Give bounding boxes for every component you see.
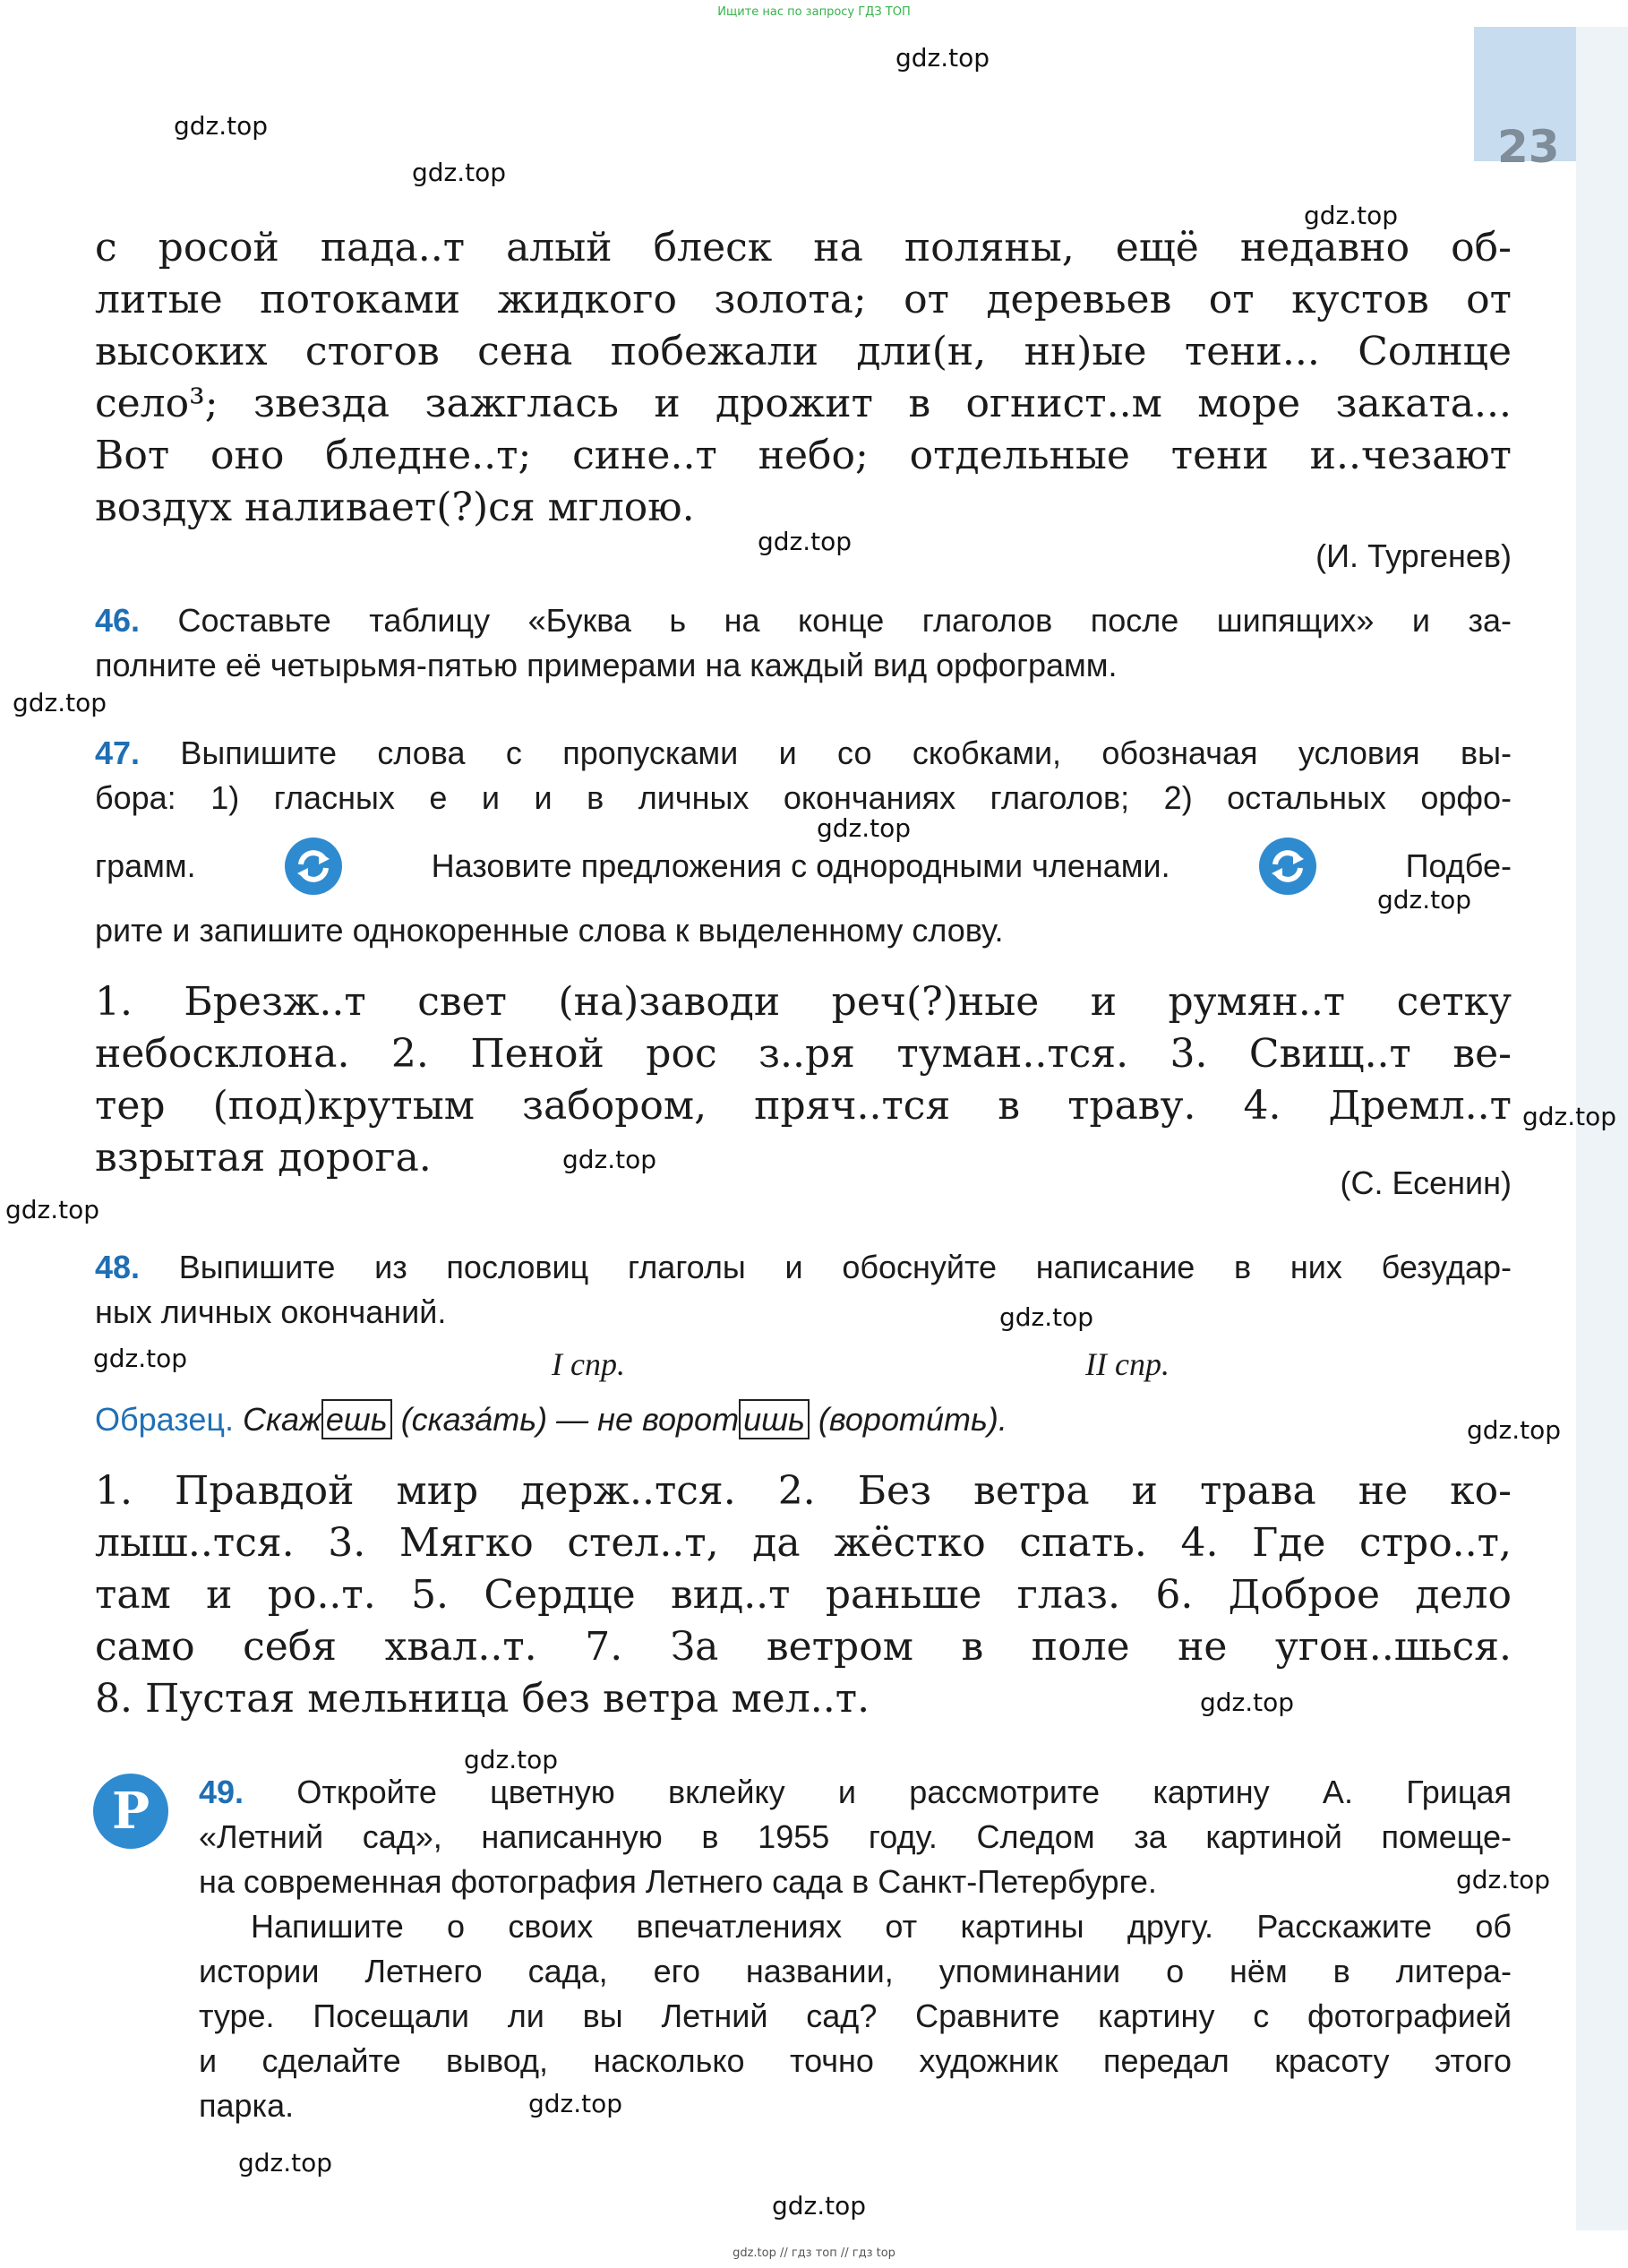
text-line: 1. Брезж..т свет (на)заводи реч(?)ные и румян..т сетку — [95, 979, 1512, 1025]
text-line: взрытая дорога. — [95, 1135, 432, 1181]
task-text: Выпишите из пословиц глаголы и обоснуйте написание в них безудар- — [178, 1249, 1512, 1285]
task-text: Назовите предложения с однородными членами. — [431, 847, 1170, 884]
watermark: gdz.top — [93, 1344, 188, 1373]
author-esenin: (С. Есенин) — [1340, 1164, 1512, 1201]
watermark: gdz.top — [412, 158, 507, 187]
task-text: парка. — [199, 2087, 295, 2124]
task-text: ных личных окончаний. — [95, 1293, 447, 1330]
exercise-46 — [95, 598, 1512, 688]
refresh-arrows-icon — [285, 838, 342, 895]
text-line: 1. Правдой мир держ..тся. 2. Без ветра и трава не ко- — [95, 1468, 1512, 1514]
watermark: gdz.top — [528, 2089, 623, 2118]
task-text: туре. Посещали ли вы Летний сад? Сравните картину с фотографией — [199, 1997, 1512, 2034]
sample-label: Образец. — [95, 1401, 235, 1438]
exercise-48 — [95, 1245, 1512, 1335]
watermark: gdz.top — [13, 688, 107, 717]
text-line: небосклона. 2. Пеной рос з..ря туман..тся. 3. Свищ..т ве- — [95, 1031, 1512, 1077]
author-turgenev: (И. Тургенев) — [1315, 537, 1512, 574]
task-text: истории Летнего сада, его названии, упоминании о нём в литера- — [199, 1953, 1512, 1989]
text-line: высоких стогов сена побежали дли(н, нн)ые тени... Солнце — [95, 329, 1512, 374]
watermark: gdz.top — [1522, 1102, 1617, 1131]
watermark: gdz.top — [817, 813, 912, 843]
text-line: лыш..тся. 3. Мягко стел..т, да жёстко спать. 4. Где стро..т, — [95, 1520, 1512, 1566]
text-line: тер (под)крутым забором, пряч..тся в траву. 4. Дремл..т — [95, 1083, 1512, 1129]
conjugation-label: I спр. — [552, 1346, 625, 1382]
watermark: gdz.top — [5, 1195, 100, 1224]
exercise-number: 47. — [95, 735, 141, 771]
task-text: грамм. — [95, 847, 196, 884]
exercise-49 — [199, 1770, 1512, 1904]
sample-text: Скаж — [243, 1401, 321, 1438]
sample-line — [95, 1397, 1512, 1442]
text-line: 8. Пустая мельница без ветра мел..т. — [95, 1676, 870, 1722]
task-text: рите и запишите однокоренные слова к выделенному слову. — [95, 912, 1004, 949]
refresh-arrows-icon — [1259, 838, 1316, 895]
text-line: воздух наливает(?)ся мглою. — [95, 485, 695, 530]
ending-box: ешь — [321, 1399, 392, 1439]
watermark: gdz.top — [758, 527, 853, 556]
text-line: там и ро..т. 5. Сердце вид..т раньше глаз. 6. Доброе дело — [95, 1572, 1512, 1618]
watermark: gdz.top — [772, 2191, 867, 2221]
sample-text: (вороти́ть). — [818, 1401, 1007, 1438]
task-text: и сделайте вывод, насколько точно художник передал красоту этого — [199, 2042, 1512, 2079]
task-text: бора: 1) гласных е и и в личных окончаниях глаголов; 2) остальных орфо- — [95, 779, 1512, 816]
exercise-47 — [95, 731, 1512, 820]
passage-turgenev — [95, 222, 1512, 534]
watermark: gdz.top — [464, 1745, 559, 1774]
watermark: gdz.top — [1456, 1865, 1551, 1894]
text-line: с росой пада..т алый блеск на поляны, ещё недавно об- — [95, 225, 1512, 271]
exercise-47-line3 — [95, 838, 1512, 895]
task-text: полните её четырьмя-пятью примерами на каждый вид орфограмм. — [95, 647, 1118, 683]
watermark: gdz.top — [895, 43, 990, 73]
exercise-number: 48. — [95, 1249, 141, 1285]
text-line: литые потоками жидкого золота; от деревьев от кустов от — [95, 277, 1512, 322]
text-line: Вот оно бледне..т; сине..т небо; отдельные тени и..чезают — [95, 433, 1512, 478]
exercise-48-text — [95, 1465, 1512, 1725]
page-number: 23 — [1497, 121, 1560, 173]
text-line: само себя хвал..т. 7. За ветром в поле не угон..шься. — [95, 1624, 1512, 1670]
speech-development-badge: Р — [93, 1774, 168, 1849]
watermark: gdz.top — [562, 1145, 657, 1174]
text-line: село³; звезда зажглась и дрожит в огнист..м море заката... — [95, 381, 1512, 426]
exercise-number: 46. — [95, 602, 141, 639]
watermark: gdz.top — [1304, 201, 1399, 230]
task-text: Подбе- — [1405, 847, 1512, 884]
exercise-number: 49. — [199, 1774, 244, 1810]
exercise-47-text — [95, 976, 1512, 1184]
task-text: Составьте таблицу «Буква ь на конце глаголов после шипящих» и за- — [177, 602, 1512, 639]
task-text: на современная фотография Летнего сада в Санкт-Петербурге. — [199, 1863, 1157, 1900]
ending-box: ишь — [739, 1399, 810, 1439]
task-text: Откройте цветную вклейку и рассмотрите картину А. Грицая — [296, 1774, 1512, 1810]
exercise-49-paragraph — [199, 1904, 1512, 2128]
bottom-note: gdz.top // гдз топ // гдз top — [733, 2247, 895, 2260]
task-text: «Летний сад», написанную в 1955 году. Следом за картиной помеще- — [199, 1818, 1512, 1855]
task-text: Выпишите слова с пропусками и со скобками, обозначая условия вы- — [180, 735, 1512, 771]
conjugation-label: II спр. — [1085, 1346, 1170, 1382]
watermark: gdz.top — [238, 2148, 333, 2178]
watermark: gdz.top — [174, 111, 269, 141]
watermark: gdz.top — [1377, 885, 1472, 915]
watermark: gdz.top — [999, 1302, 1094, 1332]
watermark: gdz.top — [1467, 1415, 1562, 1445]
top-note: Ищите нас по запросу ГДЗ ТОП — [717, 5, 911, 19]
sample-text: (сказа́ть) — не ворот — [400, 1401, 740, 1438]
watermark: gdz.top — [1200, 1688, 1295, 1717]
task-text: Напишите о своих впечатлениях от картины другу. Расскажите об — [251, 1908, 1512, 1945]
